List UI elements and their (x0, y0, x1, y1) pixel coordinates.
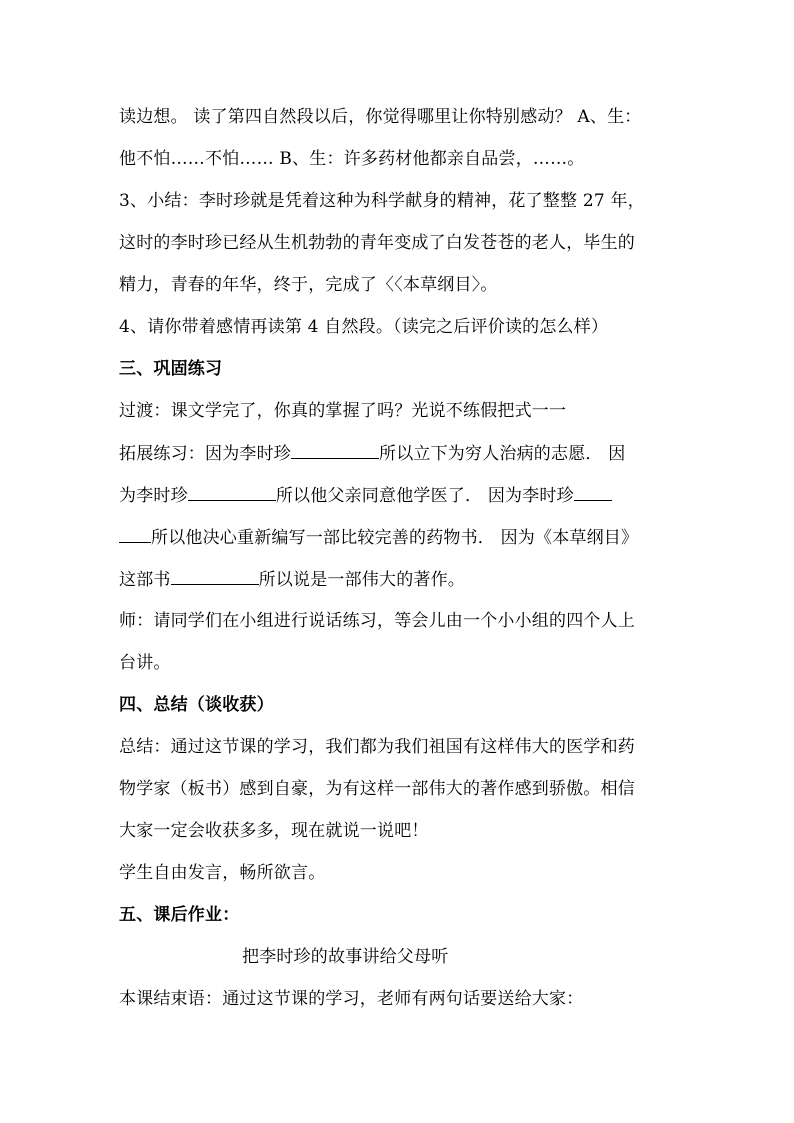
text-line: 物学家（板书）感到自豪，为有这样一部伟大的著作感到骄傲。相信 (119, 779, 635, 799)
fill-blank-line (119, 568, 679, 591)
section-heading-practice: 三、巩固练习 (119, 359, 223, 379)
text-segment: 所以说是一部伟大的著作。 (258, 570, 466, 590)
text-segment: 所以他决心重新编写一部比较完善的药物书． 因为《本草纲目》 (151, 528, 639, 548)
section-heading-summary: 四、总结（谈收获） (119, 695, 274, 715)
text-line: 读边想。 读了第四自然段以后，你觉得哪里让你特别感动？ A、生： (119, 107, 642, 127)
text-line: 学生自由发言，畅所欲言。 (119, 863, 326, 883)
text-segment: 所以立下为穷人治病的志愿． 因 (379, 444, 626, 464)
text-line: 4、请你带着感情再读第 4 自然段。（读完之后评价读的怎么样） (119, 317, 609, 337)
text-line: 总结：通过这节课的学习，我们都为我们祖国有这样伟大的医学和药 (119, 737, 635, 757)
text-line: 过渡：课文学完了，你真的掌握了吗？光说不练假把式一一 (119, 401, 567, 421)
text-line: 台讲。 (119, 653, 171, 673)
text-line: 3、小结：李时珍就是凭着这种为科学献身的精神，花了整整 27 年， (119, 191, 645, 211)
homework-text: 把李时珍的故事讲给父母听 (242, 947, 449, 967)
text-line: 他不怕……不怕…… B、生：许多药材他都亲自品尝，……。 (119, 149, 585, 169)
text-segment: 拓展练习：因为李时珍 (119, 444, 291, 464)
text-segment: 为李时珍 (119, 486, 188, 506)
blank-underline (119, 526, 151, 543)
blank-underline (291, 442, 379, 459)
text-segment: 这部书 (119, 570, 171, 590)
fill-blank-line (119, 442, 679, 465)
text-segment: 所以他父亲同意他学医了． 因为李时珍 (275, 486, 574, 506)
blank-underline (574, 484, 612, 501)
blank-underline (171, 568, 259, 585)
text-line: 这时的李时珍已经从生机勃勃的青年变成了白发苍苍的老人，毕生的 (119, 233, 635, 253)
fill-blank-line (119, 484, 679, 507)
blank-underline (188, 484, 276, 501)
section-heading-homework: 五、课后作业： (119, 905, 240, 925)
text-line: 师：请同学们在小组进行说话练习，等会儿由一个小小组的四个人上 (119, 611, 635, 631)
text-line: 本课结束语：通过这节课的学习，老师有两句话要送给大家： (119, 989, 584, 1009)
fill-blank-line (119, 526, 679, 549)
text-line: 精力，青春的年华，终于，完成了〈〈本草纲目〉。 (119, 275, 498, 295)
text-line: 大家一定会收获多多，现在就说一说吧！ (119, 821, 429, 841)
